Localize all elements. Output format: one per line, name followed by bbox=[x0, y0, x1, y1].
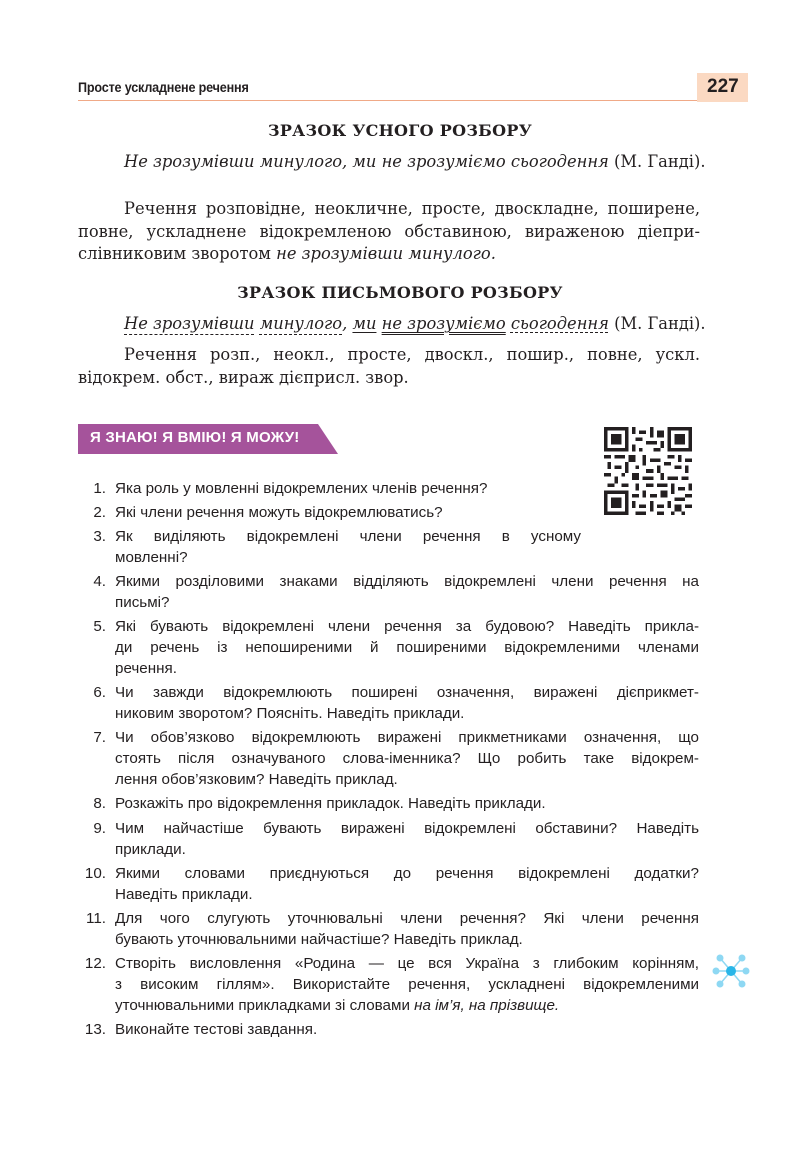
question-text: Створіть висловлення «Родина — це вся Україна з глибоким корінням, bbox=[115, 955, 699, 972]
question-text: мовленні? bbox=[115, 549, 188, 566]
question-text: Які бувають відокремлені члени речення за будовою? Наведіть прикла- bbox=[115, 618, 699, 635]
running-header: Просте ускладнене речення bbox=[78, 79, 249, 95]
question-text: Чи завжди відокремлюють поширені означення, виражені дієприкмет- bbox=[115, 684, 699, 701]
written-example-sentence bbox=[124, 314, 706, 333]
question-number: 6. bbox=[93, 684, 106, 701]
oral-example-author: (М. Ганді). bbox=[614, 152, 706, 171]
question-text: Наведіть приклади. bbox=[115, 886, 253, 903]
question-number: 7. bbox=[93, 729, 106, 746]
question-text: Для чого слугують уточнювальні члени речення? Які члени речення bbox=[115, 910, 699, 927]
written-analysis-line: відокрем. обст., вираж дієприсл. звор. bbox=[78, 368, 409, 387]
oral-example-text: Не зрозумівши минулого, ми не зрозуміємо сьогодення bbox=[124, 152, 609, 171]
question-text-italic: на ім’я, на прізвище. bbox=[414, 997, 560, 1014]
question-text: письмі? bbox=[115, 594, 170, 611]
question-text: бувають уточнювальними найчастіше? Наведіть приклад. bbox=[115, 931, 523, 948]
question-text: Яка роль у мовленні відокремлених членів речення? bbox=[115, 480, 488, 497]
question-text: Які члени речення можуть відокремлюватись? bbox=[115, 504, 443, 521]
qr-code-icon[interactable] bbox=[604, 427, 692, 515]
question-text: Виконайте тестові завдання. bbox=[115, 1021, 318, 1038]
object: сьогодення bbox=[510, 314, 609, 333]
oral-analysis-title: ЗРАЗОК УСНОГО РОЗБОРУ bbox=[268, 121, 532, 140]
question-number: 9. bbox=[93, 820, 106, 837]
question-text: приклади. bbox=[115, 841, 186, 858]
predicate: не зрозуміємо bbox=[381, 314, 506, 333]
question-text-part: уточнювальними прикладками зі словами bbox=[115, 997, 415, 1014]
oral-analysis-line: Речення розповідне, неокличне, просте, двоскладне, поширене, bbox=[124, 199, 700, 218]
question-text: лення обов’язковим? Наведіть приклад. bbox=[115, 771, 398, 788]
oral-example-sentence bbox=[124, 152, 706, 171]
page-number: 227 bbox=[707, 76, 739, 97]
question-number: 3. bbox=[93, 528, 106, 545]
question-number: 8. bbox=[93, 795, 106, 812]
question-number: 11. bbox=[86, 910, 106, 927]
question-text bbox=[115, 997, 559, 1014]
adverbial-object: минулого bbox=[259, 314, 343, 333]
question-text: Чим найчастіше бувають виражені відокремлені обставини? Наведіть bbox=[115, 820, 699, 837]
question-text: стоять після означуваного слова-іменника? Що робить таке відокрем- bbox=[115, 750, 699, 767]
question-number: 1. bbox=[93, 480, 106, 497]
oral-analysis-text: слівниковим зворотом bbox=[78, 244, 277, 263]
header-rule bbox=[78, 100, 726, 101]
written-analysis-title: ЗРАЗОК ПИСЬМОВОГО РОЗБОРУ bbox=[237, 283, 563, 302]
question-text: речення. bbox=[115, 660, 177, 677]
question-text: Якими розділовими знаками відділяють відокремлені члени речення на bbox=[115, 573, 699, 590]
question-number: 5. bbox=[93, 618, 106, 635]
written-analysis-line: Речення розп., неокл., просте, двоскл., пошир., повне, ускл. bbox=[124, 345, 700, 364]
comma: , bbox=[342, 314, 348, 333]
question-text: Чи обов’язково відокремлюють виражені прикметниками означення, що bbox=[115, 729, 699, 746]
subject: ми bbox=[352, 314, 377, 333]
oral-analysis-line: повне, ускладнене відокремленою обставиною, вираженою діепри- bbox=[78, 222, 700, 241]
question-text: Розкажіть про відокремлення прикладок. Наведіть приклади. bbox=[115, 795, 546, 812]
question-number: 2. bbox=[93, 504, 106, 521]
question-text: ди речень із непоширеними й поширеними відокремленими членами bbox=[115, 639, 699, 656]
question-text: никовим зворотом? Поясніть. Наведіть приклади. bbox=[115, 705, 465, 722]
question-number: 4. bbox=[93, 573, 106, 590]
question-number: 13. bbox=[84, 1021, 106, 1038]
question-text: Як виділяють відокремлені члени речення в усному bbox=[115, 528, 581, 545]
oral-analysis-line-last bbox=[78, 244, 496, 263]
question-number: 10. bbox=[84, 865, 106, 882]
question-number: 12. bbox=[84, 955, 106, 972]
molecule-icon bbox=[712, 952, 750, 990]
written-example-author: (М. Ганді). bbox=[614, 314, 706, 333]
question-text: Якими словами приєднуються до речення відокремлені додатки? bbox=[115, 865, 699, 882]
banner-label: Я ЗНАЮ! Я ВМІЮ! Я МОЖУ! bbox=[90, 429, 300, 446]
question-text: з високим гіллям». Використайте речення, ускладнені відокремленими bbox=[115, 976, 699, 993]
oral-analysis-italic: не зрозумівши минулого. bbox=[276, 244, 496, 263]
adverbial-participle: Не зрозумівши bbox=[124, 314, 255, 333]
